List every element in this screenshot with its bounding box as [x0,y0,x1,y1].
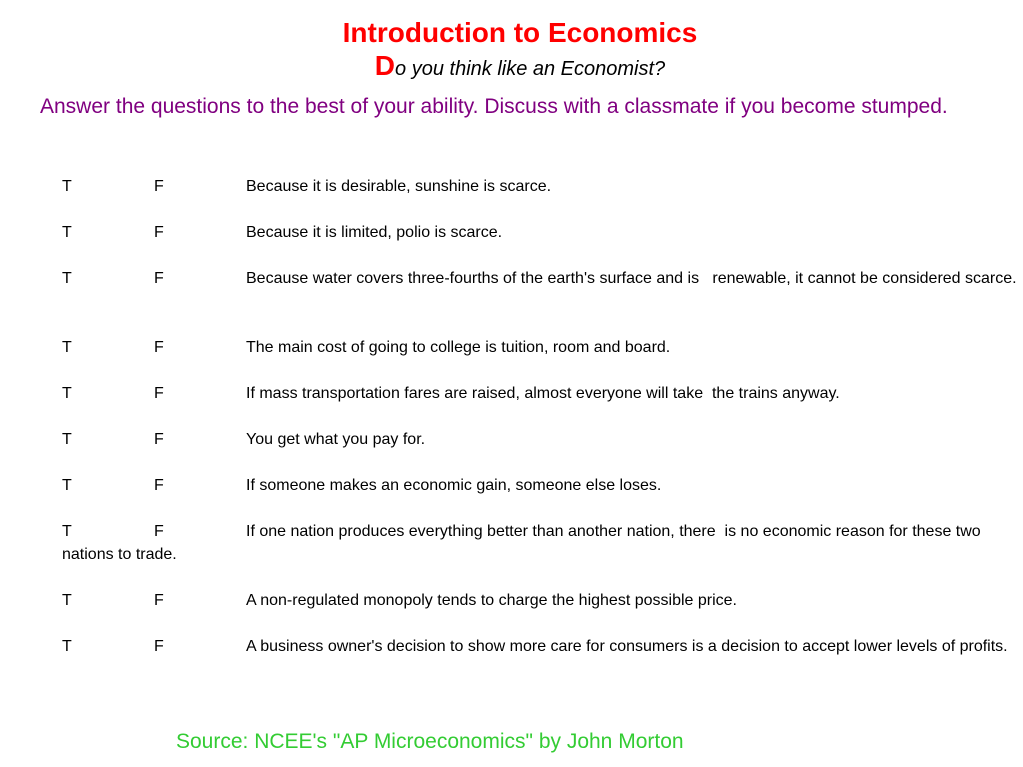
true-option[interactable]: T [62,178,72,195]
false-option[interactable]: F [154,431,164,448]
false-option[interactable]: F [154,477,164,494]
question-text: You get what you pay for. [246,431,426,448]
subtitle-dropcap: D [374,50,396,81]
true-option[interactable]: T [62,224,72,241]
true-option[interactable]: T [62,385,72,402]
question-text: Because water covers three-fourths of the earth's surface and is renewable, it cannot be considered scarce. [246,270,1017,287]
false-option[interactable]: F [154,592,164,609]
true-option[interactable]: T [62,431,72,448]
question-text: If mass transportation fares are raised, almost everyone will take the trains anyway. [246,385,840,402]
source-citation: Source: NCEE's "AP Microeconomics" by John Morton [176,730,684,753]
question-text: A business owner's decision to show more care for consumers is a decision to accept lower levels of profits. [246,638,1008,655]
question-item [62,336,1017,382]
question-text: A non-regulated monopoly tends to charge the highest possible price. [246,592,737,609]
page-title: Introduction to Economics [342,17,698,48]
true-option[interactable]: T [62,592,72,609]
false-option[interactable]: F [154,224,164,241]
true-option[interactable]: T [62,477,72,494]
question-text: Because it is limited, polio is scarce. [246,224,503,241]
page-subtitle [0,52,1023,83]
question-text: Because it is desirable, sunshine is scarce. [246,178,552,195]
false-option[interactable]: F [154,523,164,540]
true-option[interactable]: T [62,523,72,540]
subtitle-text: o you think like an Economist? [395,58,666,80]
false-option[interactable]: F [154,638,164,655]
question-item [62,221,1017,267]
question-item [62,428,1017,474]
question-item [62,267,1017,336]
question-item [62,520,1017,589]
question-item [62,589,1017,635]
question-text: If one nation produces everything better than another nation, there is no economic reason for these two nations to trade. [62,523,986,563]
false-option[interactable]: F [154,385,164,402]
question-item [62,382,1017,428]
question-item [62,175,1017,221]
question-text: The main cost of going to college is tuition, room and board. [246,339,671,356]
true-option[interactable]: T [62,270,72,287]
instructions-text: Answer the questions to the best of your ability. Discuss with a classmate if you become stumped. [40,95,948,118]
question-item [62,474,1017,520]
false-option[interactable]: F [154,339,164,356]
false-option[interactable]: F [154,178,164,195]
true-option[interactable]: T [62,339,72,356]
true-option[interactable]: T [62,638,72,655]
question-item [62,635,1017,704]
false-option[interactable]: F [154,270,164,287]
question-list [62,175,1017,704]
question-text: If someone makes an economic gain, someone else loses. [246,477,662,494]
